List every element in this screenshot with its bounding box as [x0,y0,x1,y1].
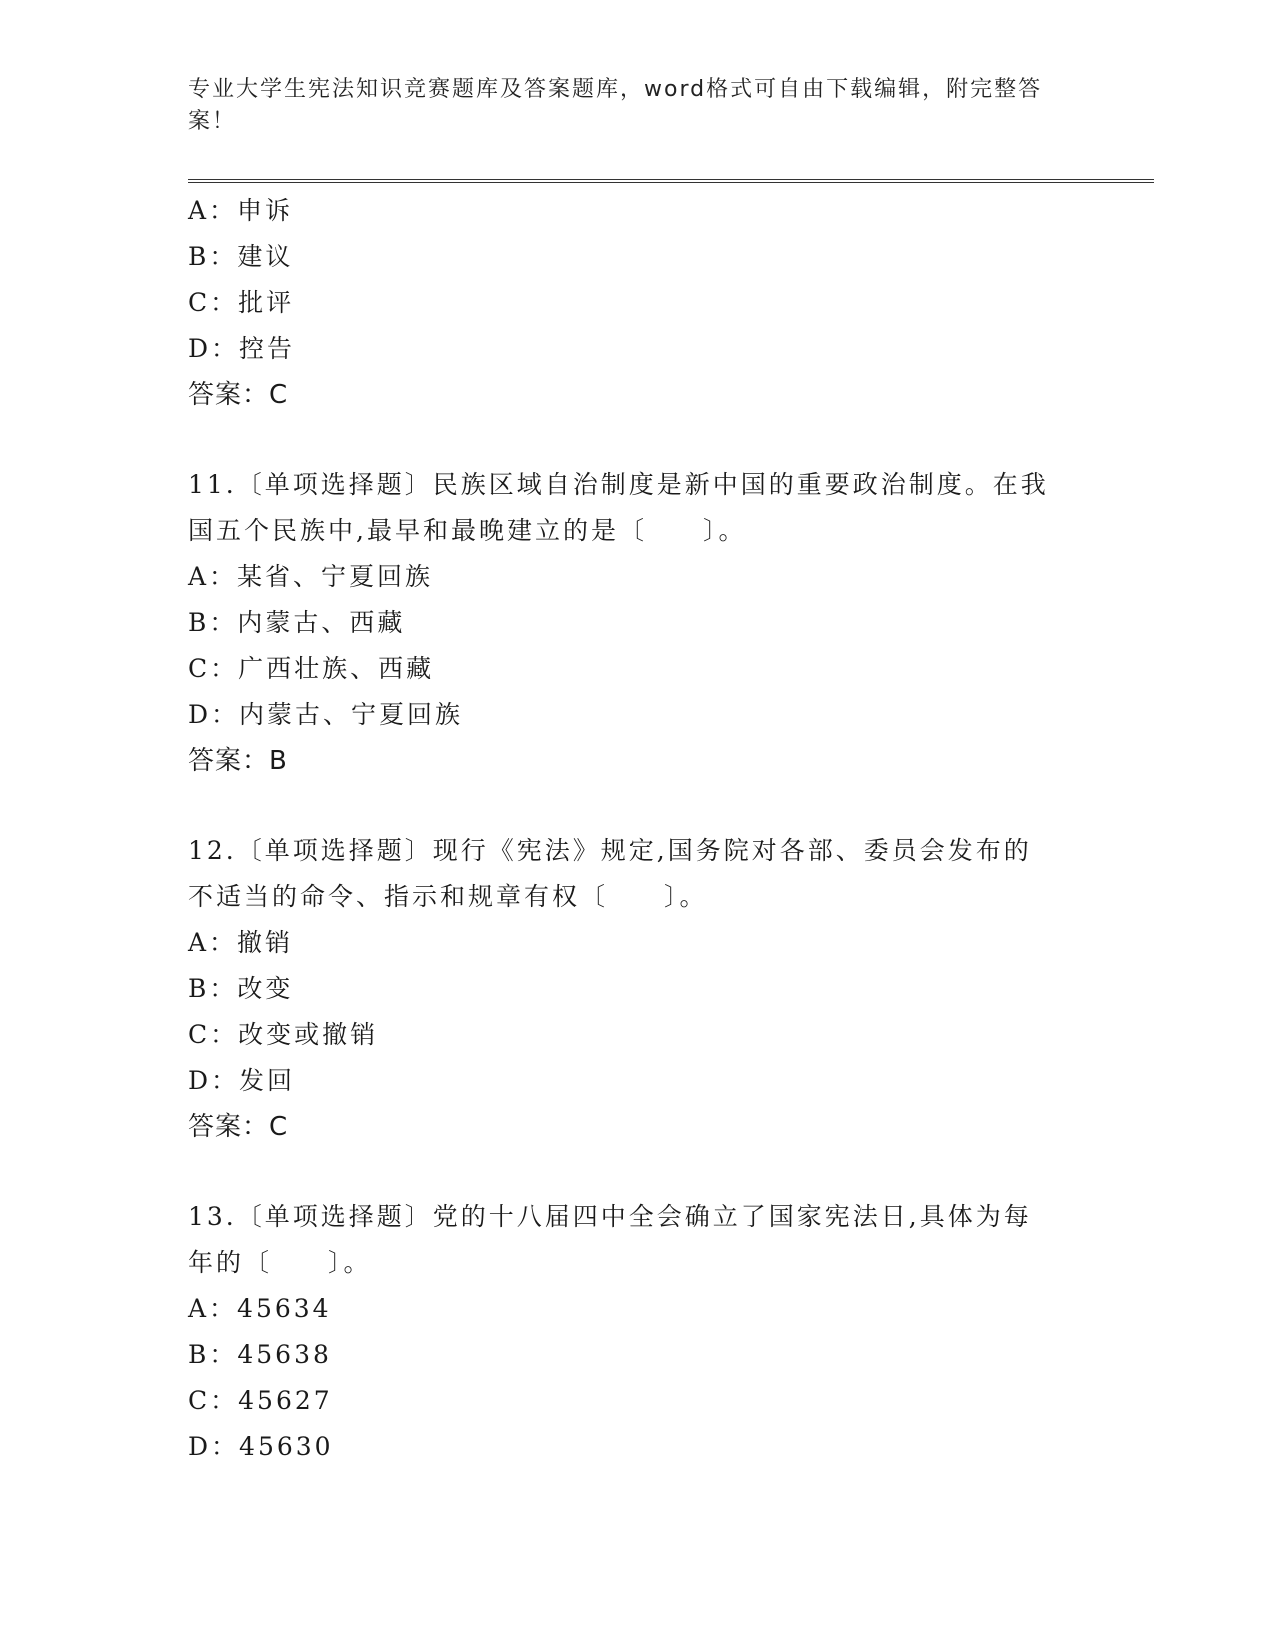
header-line-2: 案！ [188,109,237,134]
option-c: C：45627 [188,1386,333,1415]
option-d: D：发回 [188,1066,296,1095]
option-a: A：申诉 [188,196,294,225]
question-stem-line-2: 年的〔 〕。 [188,1248,372,1277]
spacer [188,784,1088,828]
option-c: C：改变或撤销 [188,1020,379,1049]
question-11 [188,462,1088,784]
question-list [188,188,1088,1470]
spacer [188,418,1088,462]
question-stem-line-1: 13.〔单项选择题〕党的十八届四中全会确立了国家宪法日,具体为每 [188,1202,1032,1231]
option-b: B：内蒙古、西藏 [188,608,406,637]
spacer [188,1150,1088,1194]
option-b: B：改变 [188,974,294,1003]
option-c: C：批评 [188,288,295,317]
option-b: B：建议 [188,242,294,271]
question-stem-line-1: 12.〔单项选择题〕现行《宪法》规定,国务院对各部、委员会发布的 [188,836,1032,865]
option-d: D：45630 [188,1432,334,1461]
option-d: D：控告 [188,334,296,363]
option-a: A：撤销 [188,928,294,957]
question-10 [188,188,1088,418]
answer-line: 答案：C [188,1112,289,1142]
option-a: A：45634 [188,1294,332,1323]
question-12 [188,828,1088,1150]
page-header [188,74,1068,138]
question-13 [188,1194,1088,1470]
question-stem-line-2: 国五个民族中,最早和最晚建立的是〔 〕。 [188,516,747,545]
question-stem-line-2: 不适当的命令、指示和规章有权〔 〕。 [188,882,708,911]
option-d: D：内蒙古、宁夏回族 [188,700,464,729]
header-divider [188,179,1154,183]
option-b: B：45638 [188,1340,332,1369]
answer-line: 答案：C [188,380,289,410]
answer-line: 答案：B [188,746,288,776]
header-line-1: 专业大学生宪法知识竞赛题库及答案题库，word格式可自由下载编辑，附完整答 [188,77,1043,102]
option-a: A：某省、宁夏回族 [188,562,434,591]
option-c: C：广西壮族、西藏 [188,654,435,683]
question-stem-line-1: 11.〔单项选择题〕民族区域自治制度是新中国的重要政治制度。在我 [188,470,1049,499]
